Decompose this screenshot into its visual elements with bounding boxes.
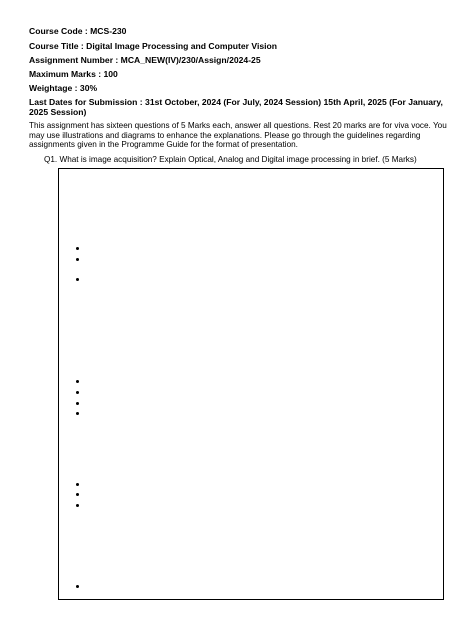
bullet-marker — [76, 278, 79, 281]
course-code: Course Code : MCS-230 — [29, 26, 127, 36]
bullet-marker — [76, 483, 79, 486]
question-1: Q1. What is image acquisition? Explain Optical, Analog and Digital image processing in brief. (5 Marks) — [44, 155, 417, 164]
last-dates-for-submission: Last Dates for Submission : 31st October, 2024 (For July, 2024 Session) 15th April, 2025 (For January, 2025 Session) — [29, 97, 443, 117]
assignment-number: Assignment Number : MCA_NEW(IV)/230/Assign/2024-25 — [29, 55, 261, 65]
bullet-marker — [76, 247, 79, 250]
bullet-marker — [76, 493, 79, 496]
bullet-marker — [76, 412, 79, 415]
maximum-marks: Maximum Marks : 100 — [29, 69, 118, 79]
bullet-marker — [76, 402, 79, 405]
bullet-marker — [76, 258, 79, 261]
answer-box — [58, 168, 444, 600]
assignment-instructions: This assignment has sixteen questions of 5 Marks each, answer all questions. Rest 20 marks are for viva voce. You may use illustrations and diagrams to enhance the explanations. Please go through the guidelines regarding assignments given in the Programme Guide for the format of presentation. — [29, 121, 447, 150]
course-title: Course Title : Digital Image Processing and Computer Vision — [29, 41, 277, 51]
bullet-marker — [76, 504, 79, 507]
bullet-marker — [76, 391, 79, 394]
bullet-marker — [76, 585, 79, 588]
bullet-marker — [76, 380, 79, 383]
weightage: Weightage : 30% — [29, 83, 98, 93]
